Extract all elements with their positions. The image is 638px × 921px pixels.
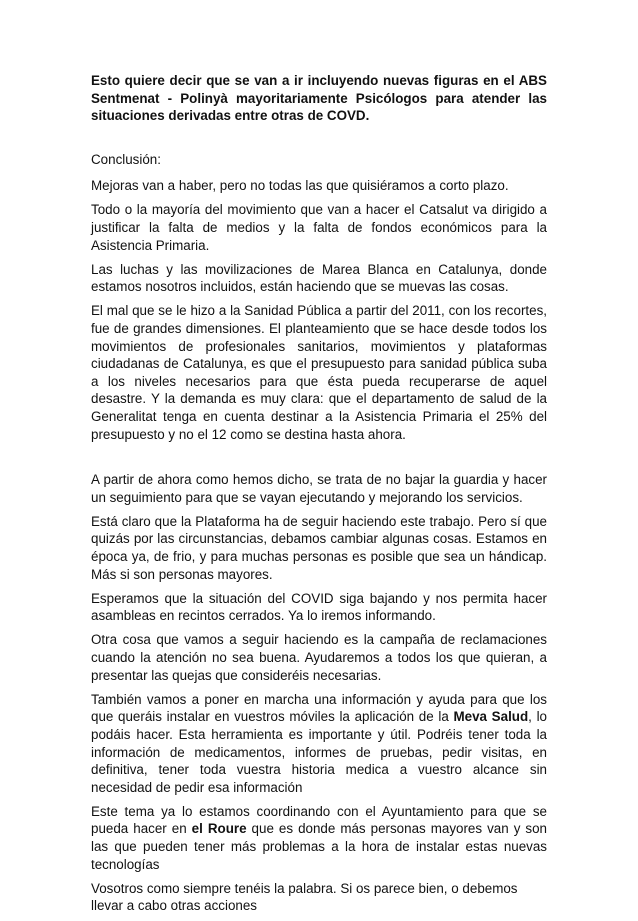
lead-paragraph: Esto quiere decir que se van a ir incluyendo nuevas figuras en el ABS Sentmenat - Polinyà mayoritariamente Psicólogos para atender las situaciones derivadas entre otras de COVD. bbox=[91, 73, 547, 124]
paragraph-seguimiento: A partir de ahora como hemos dicho, se trata de no bajar la guardia y hacer un seguimiento para que se vayan ejecutando y mejorando los servicios. bbox=[91, 472, 547, 505]
meva-salud-text-before: También vamos a poner en marcha una información y ayuda para que los que queráis instalar en vuestros móviles la aplicación de la bbox=[91, 691, 547, 725]
paragraph-catsalut: Todo o la mayoría del movimiento que van a hacer el Catsalut va dirigido a justificar la falta de medios y la falta de fondos económicos para la Asistencia Primaria. bbox=[91, 202, 547, 253]
paragraph-mejoras: Mejoras van a haber, pero no todas las que quisiéramos a corto plazo. bbox=[91, 178, 509, 194]
roure-place-name: el Roure bbox=[191, 821, 247, 837]
conclusion-heading: Conclusión: bbox=[91, 151, 161, 167]
paragraph-recortes: El mal que se le hizo a la Sanidad Pública a partir del 2011, con los recortes, fue de grandes dimensiones. El planteamiento que se hace desde todos los movimientos de profesionales sanitarios, movimientos y plataformas ciudadanas de Catalunya, es que el presupuesto para sanidad pública suba a los niveles necesarios para que ésta pueda recuperarse de aquel desastre. Y la demanda es muy clara: que el departamento de salud de la Generalitat tenga en cuenta destinar a la Asistencia Primaria el 25% del presupuesto y no el 12 como se destina hasta ahora. bbox=[91, 303, 547, 442]
roure-text-after: que es donde más personas mayores van y son las que pueden tener más problemas a la hora de instalar estas nuevas tecnologías bbox=[91, 821, 547, 872]
paragraph-marea-blanca: Las luchas y las movilizaciones de Marea Blanca en Catalunya, donde estamos nosotros incluidos, están haciendo que se muevas las cosas. bbox=[91, 261, 547, 295]
document-page bbox=[91, 72, 547, 921]
paragraph-ayuntamiento bbox=[91, 803, 547, 873]
paragraph-plataforma: Está claro que la Plataforma ha de seguir haciendo este trabajo. Pero sí que quizás por las circunstancias, debamos cambiar algunas cosas. Estamos en época ya, de frio, y para muchas personas es posible que sea un hándicap. Más si son personas mayores. bbox=[91, 513, 547, 582]
paragraph-palabra: Vosotros como siempre tenéis la palabra. Si os parece bien, o debemos llevar a cabo otras acciones bbox=[91, 880, 518, 914]
paragraph-meva-salud bbox=[91, 691, 547, 797]
meva-salud-text-after: , lo podáis hacer. Esta herramienta es importante y útil. Podréis tener toda la información de medicamentos, informes de pruebas, pedir visitas, en definitiva, tener toda vuestra historia medica a vuestro alcance sin necesidad de pedir esa información bbox=[91, 709, 547, 795]
paragraph-covid: Esperamos que la situación del COVID siga bajando y nos permita hacer asambleas en recintos cerrados. Ya lo iremos informando. bbox=[91, 590, 547, 624]
roure-text-before: Este tema ya lo estamos coordinando con el Ayuntamiento para que se pueda hacer en bbox=[91, 803, 547, 837]
meva-salud-app-name: Meva Salud bbox=[453, 709, 529, 725]
paragraph-reclamaciones: Otra cosa que vamos a seguir haciendo es la campaña de reclamaciones cuando la atención no sea buena. Ayudaremos a todos los que quieran, a presentar las quejas que consideréis necesarias. bbox=[91, 632, 547, 683]
